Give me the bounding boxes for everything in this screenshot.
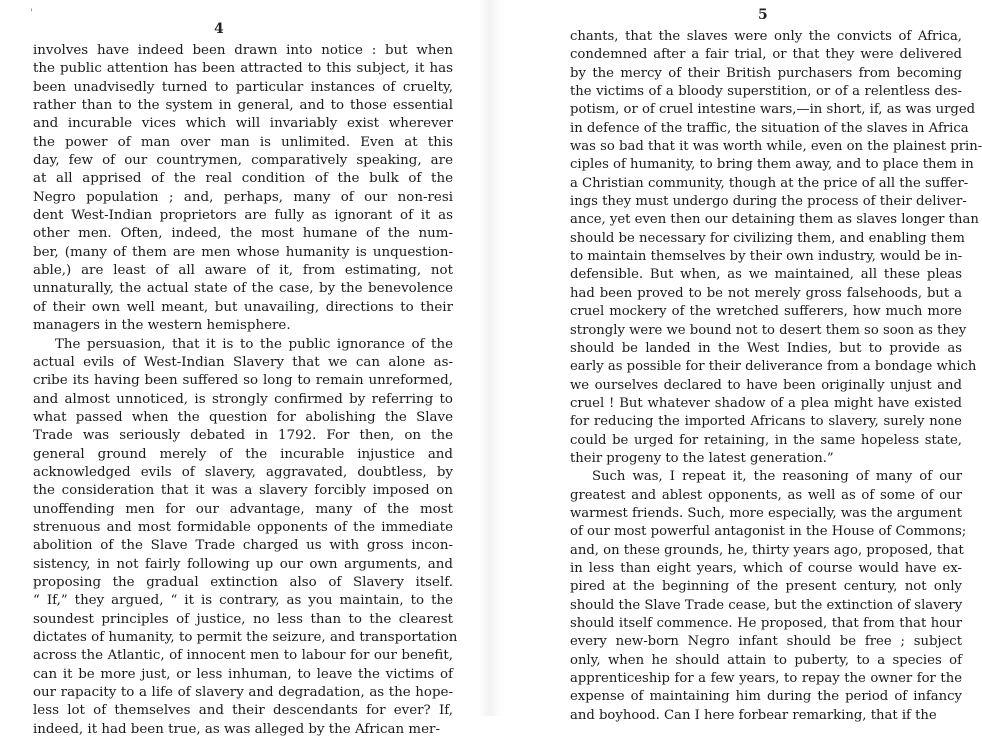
text-line: we ourselves declared to have been originally unjust and bbox=[570, 377, 962, 393]
text-line: in less than eight years, which of course would have ex- bbox=[570, 560, 962, 576]
text-line: cruel ! But whatever shadow of a plea might have existed bbox=[570, 395, 962, 411]
page-number-left: 4 bbox=[214, 21, 224, 37]
text-line: dent West-Indian proprietors are fully as ignorant of it as bbox=[33, 208, 453, 224]
text-line: able,) are least of all aware of it, from estimating, not bbox=[33, 263, 453, 279]
text-line: rather than to the system in general, and to those essential bbox=[33, 98, 453, 114]
text-line: sistency, in not fairly following up our own arguments, and bbox=[33, 556, 453, 572]
text-line: for reducing the imported Africans to slavery, surely none bbox=[570, 414, 962, 430]
text-line: their progeny to the latest generation.” bbox=[570, 450, 834, 466]
text-line: apprenticeship for a few years, to repay the owner for the bbox=[570, 671, 962, 687]
text-line: ance, yet even then our detaining them as slaves longer than bbox=[570, 212, 979, 228]
text-line: managers in the western hemisphere. bbox=[33, 318, 291, 334]
text-line: pired at the beginning of the present century, not only bbox=[570, 579, 962, 595]
text-line: what passed when the question for abolishing the Slave bbox=[33, 409, 453, 425]
text-line: had been proved to be not merely gross falsehoods, but a bbox=[570, 285, 962, 301]
text-line: defensible. But when, as we maintained, all these pleas bbox=[570, 267, 962, 283]
text-line: warmest friends. Such, more especially, was the argument bbox=[570, 505, 962, 521]
text-line: early as possible for their deliverance from a bondage which bbox=[570, 359, 977, 375]
text-line: Trade was seriously debated in 1792. For then, on the bbox=[33, 428, 453, 444]
text-line: soundest principles of justice, no less than to the clearest bbox=[33, 611, 453, 627]
text-line: and almost unnoticed, is strongly confirmed by referring to bbox=[33, 391, 453, 407]
text-line: was so bad that it was worth while, even on the plainest prin- bbox=[570, 139, 982, 155]
text-line: could be urged for retaining, in the same hopeless state, bbox=[570, 432, 962, 448]
text-line: of their own well meant, but unavailing, directions to their bbox=[33, 299, 453, 315]
text-line: been unadvisedly turned to particular instances of cruelty, bbox=[33, 79, 453, 95]
text-line: proposing the gradual extinction also of Slavery itself. bbox=[33, 574, 453, 590]
text-line: condemned after a fair trial, or that they were delivered bbox=[570, 47, 962, 63]
text-line: ber, (many of them are men whose humanity is unquestion- bbox=[33, 244, 453, 260]
text-line: Such was, I repeat it, the reasoning of many of our bbox=[592, 469, 962, 485]
left-page-text bbox=[33, 42, 458, 739]
text-line: can it be more just, or less inhuman, to leave the victims of bbox=[33, 666, 453, 682]
text-line: only, when he should attain to puberty, to a species of bbox=[570, 652, 962, 668]
margin-mark: ' bbox=[30, 8, 33, 19]
text-line: the consideration that it was a slavery forcibly imposed on bbox=[33, 483, 453, 499]
text-line: strongly were we bound not to desert them so soon as they bbox=[570, 322, 967, 338]
text-line: involves have indeed been drawn into notice : but when bbox=[33, 43, 453, 58]
text-line: unoffending men for our advantage, many of the most bbox=[33, 501, 453, 517]
text-line: day, few of our countrymen, comparatively speaking, are bbox=[33, 153, 453, 169]
text-line: strenuous and most formidable opponents of the immediate bbox=[33, 519, 453, 535]
text-line: cruel mockery of the wretched sufferers, how much more bbox=[570, 304, 962, 320]
text-line: other men. Often, indeed, the most humane of the num- bbox=[33, 226, 453, 242]
text-line: in defence of the traffic, the situation of the slaves in Africa bbox=[570, 120, 969, 136]
text-line: our rapacity to a life of slavery and degradation, as the hope- bbox=[33, 685, 453, 701]
page-number-right: 5 bbox=[758, 7, 768, 23]
text-line: dictates of humanity, to permit the seizure, and transportation bbox=[33, 630, 458, 645]
text-line: “ If,” they argued, “ it is contrary, as you maintain, to the bbox=[33, 593, 453, 609]
text-line: should be landed in the West Indies, but to provide as bbox=[570, 340, 962, 356]
right-page-text bbox=[570, 28, 982, 725]
text-line: at all apprised of the real condition of the bulk of the bbox=[33, 171, 453, 187]
text-line: abolition of the Slave Trade charged us with gross incon- bbox=[33, 538, 453, 554]
text-line: the victims of a bloody superstition, or of a relentless des- bbox=[570, 84, 962, 100]
text-line: indeed, it had been true, as was alleged by the African mer- bbox=[33, 721, 440, 737]
text-line: The persuasion, that it is to the public ignorance of the bbox=[55, 336, 453, 352]
text-line: Negro population ; and, perhaps, many of our non-resi bbox=[33, 189, 453, 205]
text-line: expense of maintaining him during the period of infancy bbox=[570, 689, 962, 705]
text-line: to maintain themselves by their own industry, would be in- bbox=[570, 249, 963, 265]
text-line: general ground merely of the incurable injustice and bbox=[33, 446, 453, 462]
text-line: actual evils of West-Indian Slavery that we can alone as- bbox=[33, 354, 453, 370]
text-line: should be necessary for civilizing them, and enabling them bbox=[570, 230, 965, 246]
text-line: should itself commence. He proposed, that from that hour bbox=[570, 616, 962, 631]
text-line: acknowledged evils of slavery, aggravated, doubtless, by bbox=[33, 464, 453, 480]
text-line: by the mercy of their British purchasers from becoming bbox=[570, 65, 962, 81]
text-line: a Christian community, though at the price of all the suffer- bbox=[570, 175, 969, 191]
text-line: greatest and ablest opponents, as well as of some of our bbox=[570, 487, 962, 503]
text-line: cribe its having been suffered so long to remain unreformed, bbox=[33, 373, 453, 389]
left-page bbox=[0, 0, 490, 737]
text-line: chants, that the slaves were only the convicts of Africa, bbox=[570, 29, 962, 44]
text-line: the power of man over man is unlimited. Even at this bbox=[33, 134, 453, 150]
right-page bbox=[490, 0, 982, 723]
text-line: less lot of themselves and their descendants for ever? If, bbox=[33, 703, 453, 719]
text-line: of our most powerful antagonist in the House of Commons; bbox=[570, 524, 967, 540]
text-line: and boyhood. Can I here forbear remarking, that if the bbox=[570, 707, 937, 723]
text-line: the public attention has been attracted to this subject, it has bbox=[33, 61, 453, 77]
text-line: potism, or of cruel intestine wars,—in short, if, as was urged bbox=[570, 102, 976, 118]
text-line: ings they must undergo during the process of their deliver- bbox=[570, 194, 967, 210]
text-line: ciples of humanity, to bring them away, and to place them in bbox=[570, 157, 974, 173]
text-line: every new-born Negro infant should be free ; subject bbox=[570, 634, 962, 650]
text-line: across the Atlantic, of innocent men to labour for our benefit, bbox=[33, 648, 453, 664]
text-line: and incurable vices which will invariably exist wherever bbox=[33, 116, 453, 132]
text-line: should the Slave Trade cease, but the extinction of slavery bbox=[570, 597, 963, 613]
text-line: and, on these grounds, he, thirty years ago, proposed, that bbox=[570, 542, 964, 558]
text-line: unnaturally, the actual state of the case, by the benevolence bbox=[33, 281, 453, 297]
